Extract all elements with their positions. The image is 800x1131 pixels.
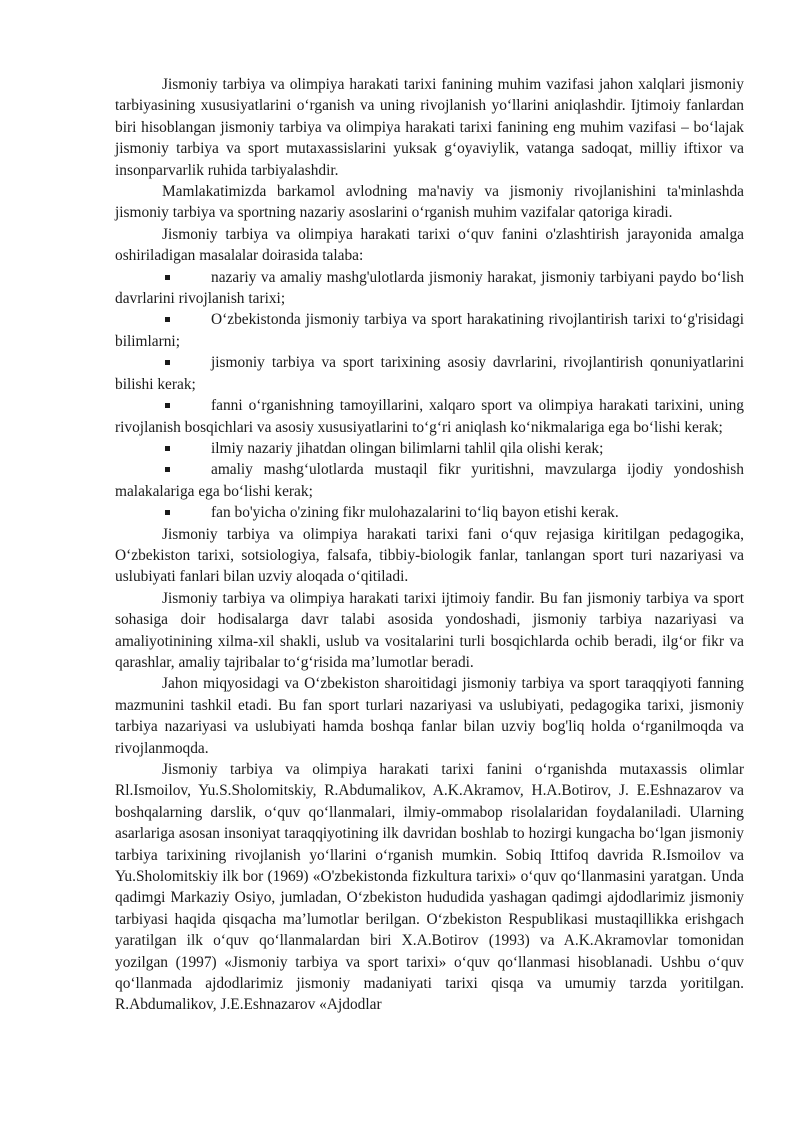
paragraph: Jismoniy tarbiya va olimpiya harakati tarixi fani o‘quv rejasiga kiritilgan pedagogika, O‘zbekiston tarixi, sotsiologiya, falsafa, tibbiy-biologik fanlar, tanlangan sport turi nazariyasi va uslubiyati fanlari bilan uzviy aloqada o‘qitiladi.: [115, 525, 744, 586]
bullet-item: [115, 395, 744, 438]
paragraph: Jismoniy tarbiya va olimpiya harakati tarixi fanini o‘rganishda mutaxassis olimlar Rl.Ismoilov, Yu.S.Sholomitskiy, R.Abdumalikov, A.K.Akramov, H.A.Botirov, J. E.Eshnazarov va boshqalarning darslik, o‘quv qo‘llanmalari, ilmiy-ommabop risolalaridan foydalaniladi. Ularning asarlariga asosan insoniyat taraqqiyotining ilk davridan boshlab to hozirgi kungacha bo‘lgan jismoniy tarbiya tarixining rivojlanish yo‘llarini o‘rganish mumkin. Sobiq Ittifoq davrida R.Ismoilov va Yu.Sholomitskiy ilk bor (1969) «O'zbekistonda fizkultura tarixi» o‘quv qo‘llanmasini yaratgan. Unda qadimgi Markaziy Osiyo, jumladan, O‘zbekiston hududida yashagan qadimgi ajdodlarimiz jismoniy tarbiyasi haqida qisqacha ma’lumotlar berilgan. O‘zbekiston Respublikasi mustaqillikka erishgach yaratilgan ilk o‘quv qo‘llanmalardan biri X.A.Botirov (1993) va A.K.Akramovlar tomonidan yozilgan (1997) «Jismoniy tarbiya va sport tarixi» o‘quv qo‘llanmasi hisoblanadi. Ushbu o‘quv qo‘llanmada ajdodlarimiz jismoniy madaniyati tarixi qisqa va umumiy tarzda yoritilgan. R.Abdumalikov, J.E.Eshnazarov «Ajdodlar: [115, 761, 744, 1014]
bullet-text: fan bo'yicha o'zining fikr mulohazalarini to‘liq bayon etishi kerak.: [211, 504, 619, 522]
square-bullet-icon: [165, 317, 170, 322]
bullet-item: [115, 309, 744, 352]
paragraph: Jahon miqyosidagi va O‘zbekiston sharoitidagi jismoniy tarbiya va sport taraqqiyoti fanning mazmunini tashkil etadi. Bu fan sport turlari nazariyasi va uslubiyati, pedagogika tarixi, jismoniy tarbiya nazariyasi va uslubiyati hamda boshqa fanlar bilan uzviy bog'liq holda o‘rganilmoqda va rivojlanmoqda.: [115, 675, 744, 757]
square-bullet-icon: [165, 467, 170, 472]
paragraph: Mamlakatimizda barkamol avlodning ma'naviy va jismoniy rivojlanishini ta'minlashda jismoniy tarbiya va sportning nazariy asoslarini o‘rganish muhim vazifalar qatoriga kiradi.: [115, 183, 744, 222]
square-bullet-icon: [165, 446, 170, 451]
paragraph: Jismoniy tarbiya va olimpiya harakati tarixi fanining muhim vazifasi jahon xalqlari jismoniy tarbiyasining xususiyatlarini o‘rganish va uning rivojlanish yo‘llarini aniqlashdir. Ijtimoiy fanlardan biri hisoblangan jismoniy tarbiya va olimpiya harakati tarixi fanining eng muhim vazifasi – bo‘lajak jismoniy tarbiya va sport mutaxassislarini yuksak g‘oyaviylik, vatanga sadoqat, milliy iftixor va insonparvarlik ruhida tarbiyalashdir.: [115, 76, 744, 179]
bullet-text: jismoniy tarbiya va sport tarixining asosiy davrlarini, rivojlantirish qonuniyatlarini bilishi kerak;: [115, 354, 744, 393]
bullet-text: nazariy va amaliy mashg'ulotlarda jismoniy harakat, jismoniy tarbiyani paydo bo‘lish davrlarini rivojlanish tarixi;: [115, 268, 744, 308]
bullet-item: [115, 438, 744, 459]
bullet-item: [115, 352, 744, 395]
square-bullet-icon: [165, 275, 170, 280]
bullet-item: [115, 502, 744, 523]
bullet-item: [115, 267, 744, 310]
bullet-text: fanni o‘rganishning tamoyillarini, xalqaro sport va olimpiya harakati tarixini, uning rivojlanish bosqichlari va asosiy xususiyatlarini to‘g‘ri aniqlash ko‘nikmalariga ega bo‘lishi kerak;: [115, 397, 744, 436]
bullet-text: O‘zbekistonda jismoniy tarbiya va sport harakatining rivojlantirish tarixi to‘g'risidagi bilimlarni;: [115, 311, 744, 350]
bullet-item: [115, 459, 744, 502]
square-bullet-icon: [165, 360, 170, 365]
square-bullet-icon: [165, 403, 170, 408]
paragraph: Jismoniy tarbiya va olimpiya harakati tarixi o‘quv fanini o'zlashtirish jarayonida amalga oshiriladigan masalalar doirasida talaba:: [115, 225, 744, 265]
paragraph: Jismoniy tarbiya va olimpiya harakati tarixi ijtimoiy fandir. Bu fan jismoniy tarbiya va sport sohasiga doir hodisalarga davr talabi asosida yondoshadi, jismoniy tarbiya nazariyasi va amaliyotinining xilma-xil shakli, uslub va vositalarini turli bosqichlarda ochib beradi, ilg‘or fikr va qarashlar, amaliy tajribalar to‘g‘risida ma’lumotlar beradi.: [115, 589, 744, 671]
square-bullet-icon: [165, 510, 170, 515]
bullet-text: ilmiy nazariy jihatdan olingan bilimlarni tahlil qila olishi kerak;: [211, 439, 604, 457]
bullet-text: amaliy mashg‘ulotlarda mustaqil fikr yuritishni, mavzularga ijodiy yondoshish malakalariga ega bo‘lishi kerak;: [115, 461, 744, 500]
